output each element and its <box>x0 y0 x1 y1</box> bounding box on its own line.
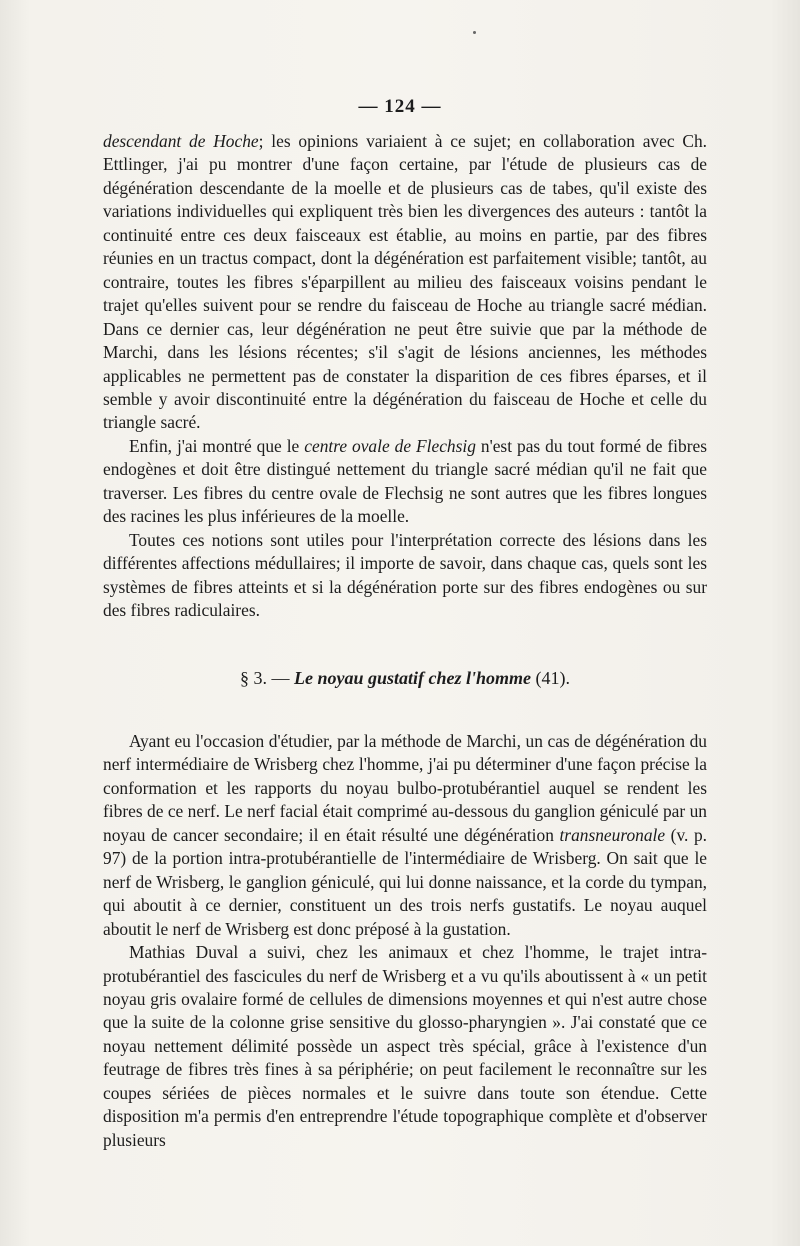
paragraph-text: (v. p. 97) de la portion intra-protubérantielle de l'intermédiaire de Wrisberg. On sait que le nerf de Wrisberg, le ganglion géniculé, qui lui donne naissance, et la corde du tympan, qui aboutit à ce dernier, constituent un des trois nerfs gustatifs. Le noyau auquel aboutit le nerf de Wrisberg est donc préposé à la gustation. <box>103 824 707 939</box>
section-heading-prefix: § 3. — <box>239 667 294 688</box>
paragraph <box>103 130 707 435</box>
paragraph-text: Toutes ces notions sont utiles pour l'interprétation correcte des lésions dans les différentes affections médullaires; il importe de savoir, dans chaque cas, quels sont les systèmes de fibres atteints et si la dégénération porte sur des fibres endogènes ou sur des fibres radiculaires. <box>103 529 707 621</box>
section-heading <box>103 667 707 690</box>
paragraph-text: Enfin, j'ai montré que le <box>129 435 305 456</box>
paragraph <box>103 529 707 623</box>
paragraph-text: ; les opinions variaient à ce sujet; en collaboration avec Ch. Ettlinger, j'ai pu montrer d'une façon certaine, par l'étude de plusieurs cas de dégénération descendante de la moelle et de plusieurs cas de tabes, qu'il existe des variations individuelles qui expliquent très bien les divergences des auteurs : tantôt la continuité entre ces deux faisceaux est établie, au moins en partie, par des fibres réunies en un tractus compact, dont la dégénération est parfaitement visible; tantôt, au contraire, toutes les fibres s'éparpillent au milieu des faisceaux voisins pendant le trajet qu'elles suivent pour se rendre du faisceau de Hoche au triangle sacré médian. Dans ce dernier cas, leur dégénération ne peut être suivie que par la méthode de Marchi, dans les lésions récentes; s'il s'agit de lésions anciennes, les méthodes applicables ne permettent pas de constater la disparition de ces fibres éparses, et il semble y avoir discontinuité entre la dégénération du faisceau de Hoche et celle du triangle sacré. <box>103 131 707 433</box>
paragraphs-before-section <box>103 130 707 623</box>
section-heading-suffix: (41). <box>531 667 570 688</box>
paragraph <box>103 730 707 941</box>
italic-text: descendant de Hoche <box>103 131 259 151</box>
body-text <box>103 130 707 1152</box>
ink-speck <box>473 31 476 34</box>
italic-text: centre ovale de Flechsig <box>304 435 476 456</box>
italic-text: transneuronale <box>559 824 666 845</box>
paragraph-text: Mathias Duval a suivi, chez les animaux et chez l'homme, le trajet intra-protubérantiel des fascicules du nerf de Wrisberg et a vu qu'ils aboutissent à « un petit noyau gris ovalaire formé de cellules de dimensions moyennes et qui n'est autre chose que la suite de la colonne grise sensitive du glosso-pharyngien ». J'ai constaté que ce noyau nettement délimité possède un aspect très spécial, grâce à l'existence d'un feutrage de fibres très fines à sa périphérie; on peut facilement le reconnaître sur les coupes sériées de pièces normales et le suivre dans toute son étendue. Cette disposition m'a permis d'en entreprendre l'étude topographique complète et d'observer plusieurs <box>103 942 707 1150</box>
section-heading-title: Le noyau gustatif chez l'homme <box>293 667 531 688</box>
paragraph-text: n'est pas du tout formé de fibres endogènes et doit être distingué nettement du triangle sacré médian qu'il ne fait que traverser. Les fibres du centre ovale de Flechsig ne sont autres que les fibres longues des racines les plus inférieures de la moelle. <box>103 435 707 527</box>
page-number: — 124 — <box>358 96 442 117</box>
paragraphs-after-section <box>103 730 707 1152</box>
paragraph <box>103 435 707 529</box>
paragraph-text: Ayant eu l'occasion d'étudier, par la méthode de Marchi, un cas de dégénération du nerf intermédiaire de Wrisberg chez l'homme, j'ai pu déterminer d'une façon précise la conformation et les rapports du noyau bulbo-protubérantiel auquel se rendent les fibres de ce nerf. Le nerf facial était comprimé au-dessous du ganglion géniculé par un noyau de cancer secondaire; il en était résulté une dégénération <box>103 730 707 845</box>
paragraph <box>103 941 707 1152</box>
